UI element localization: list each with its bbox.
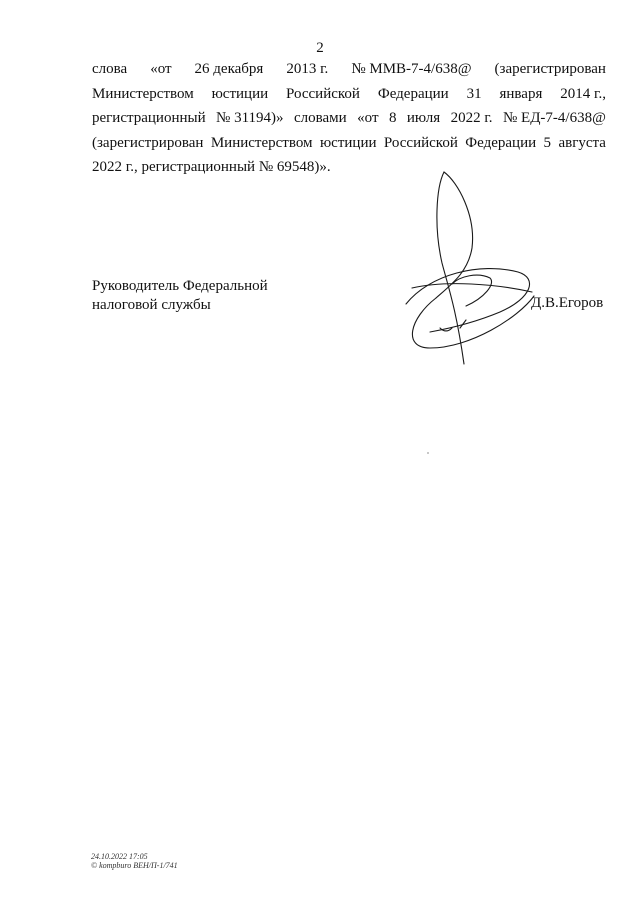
word: Российской — [383, 134, 458, 151]
page-number: 2 — [316, 40, 324, 56]
word: «от — [150, 61, 172, 77]
footer-stamp — [91, 852, 178, 870]
word: № ММВ-7-4/638@ — [351, 61, 472, 77]
paragraph-line-5: 2022 г., регистрационный № 69548)». — [92, 159, 331, 176]
word: юстиции — [211, 85, 269, 102]
handwritten-signature — [400, 168, 550, 368]
signatory-title-line-1: Руководитель Федеральной — [92, 278, 268, 294]
word: 8 — [388, 110, 397, 127]
word: (зарегистрирован — [494, 61, 606, 77]
word: Министерством — [92, 85, 194, 102]
paragraph-line-1 — [92, 57, 606, 82]
word: слова — [92, 61, 128, 77]
signatory-title — [92, 277, 268, 315]
word: юстиции — [319, 134, 377, 151]
word: «от — [357, 110, 379, 127]
word: 2022 г. — [450, 110, 493, 127]
word: Федерации — [377, 85, 449, 102]
paragraph-line-3 — [92, 106, 606, 131]
word: Федерации — [465, 134, 537, 151]
word: Российской — [286, 85, 360, 102]
word: 5 — [543, 134, 552, 151]
scan-speck — [427, 452, 429, 454]
body-paragraph — [92, 57, 606, 180]
paragraph-line-4 — [92, 131, 606, 156]
paragraph-line-2 — [92, 82, 606, 107]
signatory-title-line-2: налоговой службы — [92, 297, 211, 313]
signer-name: Д.В.Егоров — [531, 295, 604, 311]
word: (зарегистрирован — [92, 134, 204, 151]
word: 26 декабря — [194, 61, 264, 77]
word: регистрационный — [92, 110, 206, 127]
footer-timestamp: 24.10.2022 17:05 — [91, 852, 148, 861]
footer-system: © kompburo ВЕН/П-1/741 — [91, 861, 178, 870]
word: 31 — [466, 85, 482, 102]
word: августа — [558, 134, 606, 151]
word: июля — [406, 110, 441, 127]
word: № ЕД-7-4/638@ — [502, 110, 606, 127]
word: словами — [293, 110, 347, 127]
word: января — [499, 85, 543, 102]
word: 2014 г., — [560, 85, 606, 102]
word: Министерством — [210, 134, 313, 151]
word: № 31194)» — [216, 110, 284, 127]
word: 2013 г. — [286, 61, 329, 77]
